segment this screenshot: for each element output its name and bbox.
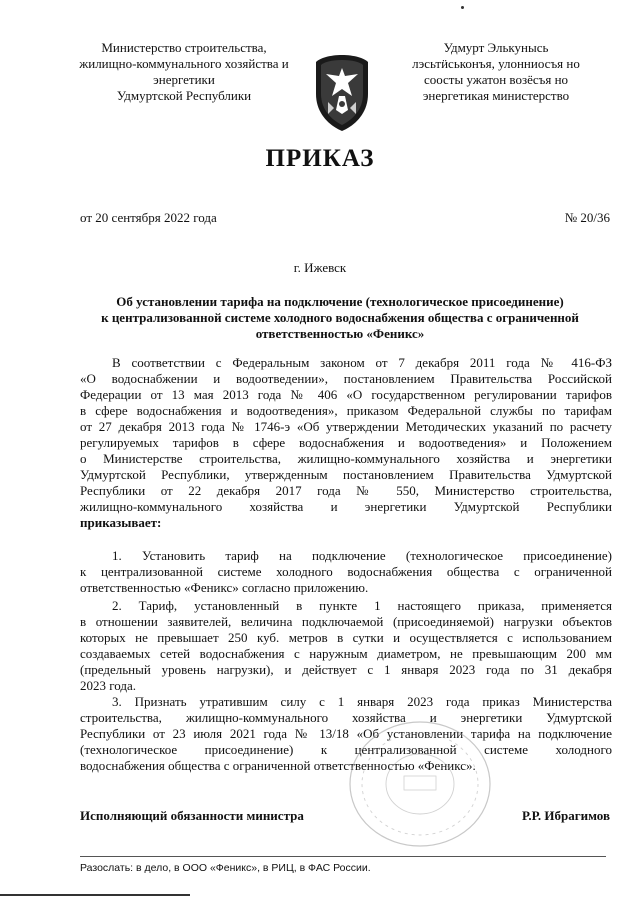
subject-line: к централизованной системе холодного водоснабжения общества с ограниченной [101, 310, 579, 325]
official-seal-stamp-icon [340, 712, 500, 854]
text-line: которых не превышает 250 куб. метров в сутки и осуществляется с использованием [80, 630, 612, 645]
document-subject [60, 294, 620, 342]
text-line: к централизованной системе холодного водоснабжения общества с ограниченной [80, 564, 612, 579]
document-date: от 20 сентября 2022 года [80, 210, 217, 225]
text-line: в отношении заявителей, величина подключаемой (присоединяемой) нагрузки объектов [80, 614, 612, 629]
text-line: 1. Установить тариф на подключение (технологическое присоединение) [112, 548, 612, 563]
text-line: создаваемых сетей водоснабжения с наружным диаметром, не превышающим 200 мм [80, 646, 612, 661]
document-number: № 20/36 [564, 210, 610, 225]
text-line: ответственностью «Феникс» согласно приложению. [80, 580, 369, 595]
text-line: «О водоснабжении и водоотведении», постановлением Правительства Российской [80, 371, 612, 386]
text-line: жилищно-коммунального хозяйства и энергетики Удмуртской Республики [80, 499, 612, 514]
scan-edge-line [0, 894, 190, 896]
text-line: от 27 декабря 2013 года № 1746-э «Об утверждении Методических указаний по расчету [80, 419, 612, 434]
document-city: г. Ижевск [293, 260, 347, 275]
text-line: строительства, жилищно-коммунального хозяйства и энергетики Удмуртской [80, 710, 612, 725]
ministry-name-line: лэсьтӥськонъя, улонниосъя но [412, 56, 580, 71]
ministry-name-line: жилищно-коммунального хозяйства и [79, 56, 289, 71]
ministry-name-line: Удмурт Элькунысь [443, 40, 549, 55]
distribution-list: Разослать: в дело, в ООО «Феникс», в РИЦ, в ФАС России. [80, 862, 371, 874]
subject-line: ответственностью «Феникс» [255, 326, 425, 341]
text-line: 3. Признать утратившим силу с 1 января 2023 года приказ Министерства [112, 694, 612, 709]
order-item-2 [80, 598, 612, 694]
text-line: 2. Тариф, установленный в пункте 1 настоящего приказа, применяется [112, 598, 612, 613]
scan-speck [461, 6, 464, 9]
text-line: Республики от 22 декабря 2017 года № 550, Министерство строительства, [80, 483, 612, 498]
preamble-paragraph [80, 355, 612, 531]
text-line: Республики от 23 июля 2021 года № 13/18 «Об установлении тарифа на подключение [80, 726, 612, 741]
text-line: 2023 года. [80, 678, 137, 693]
ministry-name-line: энергетикая министерство [422, 88, 570, 103]
text-line: регулируемых тарифов в сфере водоснабжения и водоотведения» и Положением [80, 435, 612, 450]
text-line: водоснабжения общества с ограниченной ответственностью «Феникс». [80, 758, 476, 773]
text-line: о Министерстве строительства, жилищно-коммунального хозяйства и энергетики [80, 451, 612, 466]
text-line: В соответствии с Федеральным законом от 7 декабря 2011 года № 416-ФЗ [112, 355, 612, 370]
order-item-1 [80, 548, 612, 596]
signatory-name: Р.Р. Ибрагимов [522, 808, 610, 823]
footer-divider [80, 856, 606, 857]
ministry-name-line: соосты ужатон возёсъя но [423, 72, 569, 87]
ministry-name-line: Министерство строительства, [101, 40, 267, 55]
ministry-name-russian [60, 40, 308, 104]
orders-word: приказывает: [80, 515, 162, 530]
text-line: (предельный уровень нагрузки), и действует с 1 января 2023 года по 31 декабря [80, 662, 612, 677]
text-line: в сфере водоснабжения и водоотведения», приказом Федеральной службы по тарифам [80, 403, 612, 418]
document-title: ПРИКАЗ [265, 145, 375, 172]
text-line: Удмуртской Республики, утвержденным постановлением Правительства Удмуртской [80, 467, 612, 482]
ministry-name-line: Удмуртской Республики [116, 88, 252, 103]
udmurt-coat-of-arms-icon [306, 52, 378, 134]
text-line: Федерации от 13 мая 2013 года № 406 «О государственном регулировании тарифов [80, 387, 612, 402]
text-line: (технологическое присоединение) к централизованной системе холодного [80, 742, 612, 757]
subject-line: Об установлении тарифа на подключение (технологическое присоединение) [116, 294, 564, 309]
ministry-name-udmurt [380, 40, 612, 104]
signatory-position: Исполняющий обязанности министра [80, 808, 304, 823]
ministry-name-line: энергетики [153, 72, 215, 87]
